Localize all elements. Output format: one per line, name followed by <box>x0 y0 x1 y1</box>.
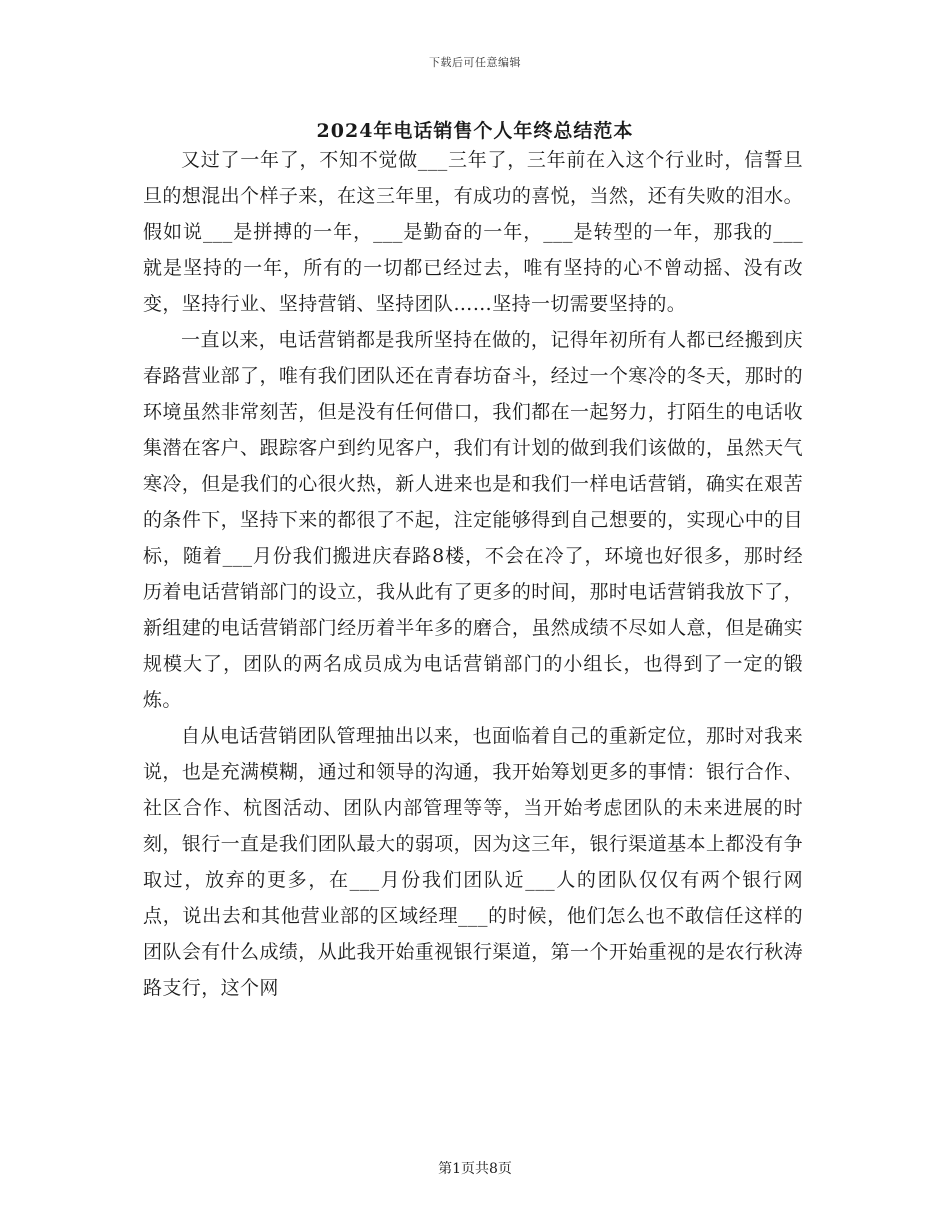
document-title: 2024年电话销售个人年终总结范本 <box>316 120 634 142</box>
paragraph-1: 又过了一年了，不知不觉做___三年了，三年前在入这个行业时，信誓旦旦的想混出个样子来，在这三年里，有成功的喜悦，当然，还有失败的泪水。假如说___是拼搏的一年，___是勤奋的一年，___是转型的一年，那我的___就是坚持的一年，所有的一切都已经过去，唯有坚持的心不曾动摇、没有改变，坚持行业、坚持营销、坚持团队……坚持一切需要坚持的。 <box>143 149 803 315</box>
document-body <box>143 142 803 1006</box>
paragraph-2: 一直以来，电话营销都是我所坚持在做的，记得年初所有人都已经搬到庆春路营业部了，唯有我们团队还在青春坊奋斗，经过一个寒冷的冬天，那时的环境虽然非常刻苦，但是没有任何借口，我们都在一起努力，打陌生的电话收集潜在客户、跟踪客户到约见客户，我们有计划的做到我们该做的，虽然天气寒冷，但是我们的心很火热，新人进来也是和我们一样电话营销，确实在艰苦的条件下，坚持下来的都很了不起，注定能够得到自己想要的，实现心中的目标，随着___月份我们搬进庆春路8楼，不会在冷了，环境也好很多，那时经历着电话营销部门的设立，我从此有了更多的时间，那时电话营销我放下了，新组建的电话营销部门经历着半年多的磨合，虽然成绩不尽如人意，但是确实规模大了，团队的两名成员成为电话营销部门的小组长，也得到了一定的锻炼。 <box>143 329 803 711</box>
paragraph-3: 自从电话营销团队管理抽出以来，也面临着自己的重新定位，那时对我来说，也是充满模糊，通过和领导的沟通，我开始筹划更多的事情：银行合作、社区合作、杭图活动、团队内部管理等等，当开始考虑团队的未来进展的时刻，银行一直是我们团队最大的弱项，因为这三年，银行渠道基本上都没有争取过，放弃的更多，在___月份我们团队近___人的团队仅仅有两个银行网点，说出去和其他营业部的区域经理___的时候，他们怎么也不敢信任这样的团队会有什么成绩，从此我开始重视银行渠道，第一个开始重视的是农行秋涛路支行，这个网 <box>143 725 803 999</box>
page-number: 第1页共8页 <box>438 1161 512 1177</box>
page-header-note: 下载后可任意编辑 <box>429 56 521 69</box>
